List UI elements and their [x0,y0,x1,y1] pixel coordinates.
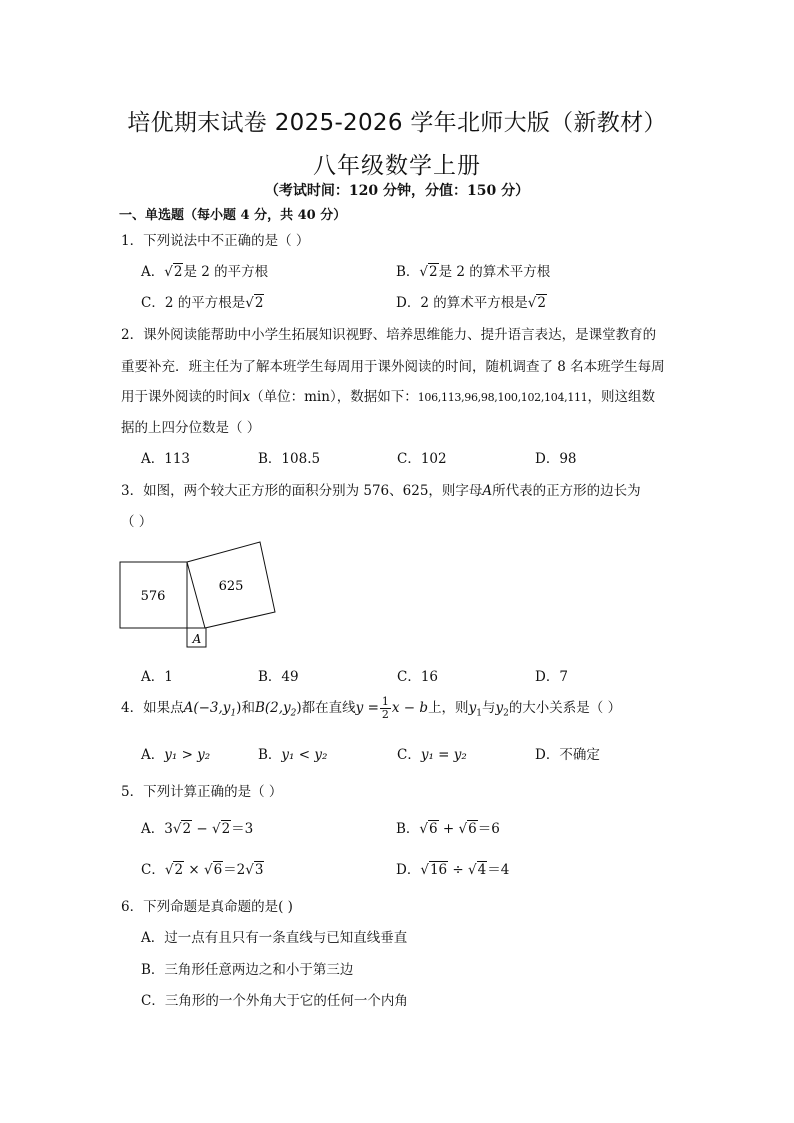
fraction: $\frac{1}{2}$ [381,695,389,721]
q3-option-a: A．1 [141,669,173,685]
q4-option-c: C．y₁ = y₂ [397,747,467,763]
q2-line-3: 用于课外阅读的时间x（单位：min），数据如下：106,113,96,98,100,102,104,111，则这组数 [121,389,655,405]
q2-line-1: 2．课外阅读能帮助中小学生拓展知识视野、培养思维能力、提升语言表达，是课堂教育的 [121,327,657,343]
q5-option-d: D．√16 ÷ √4＝4 [396,862,510,878]
q1-stem: 1．下列说法中不正确的是（ ） [121,233,310,249]
q2-option-b: B．108.5 [258,451,321,467]
left-square-label: 576 [140,589,166,604]
right-square-label: 625 [218,579,244,594]
q3-option-c: C．16 [397,669,439,685]
small-square-label: A [192,632,202,646]
q3-line-2: （ ） [121,514,153,530]
q2-line-4: 据的上四分位数是（ ） [121,420,261,436]
q2-option-c: C．102 [397,451,447,467]
q5-option-b: B．√6 + √6＝6 [396,821,500,837]
q4-option-b: B．y₁ < y₂ [258,747,328,763]
squares-figure [118,538,280,650]
q3-option-b: B．49 [258,669,299,685]
q3-option-d: D．7 [535,669,568,685]
q1-option-a: A．√2是 2 的平方根 [141,264,269,280]
q6-option-c: C．三角形的一个外角大于它的任何一个内角 [141,993,408,1009]
q6-option-a: A．过一点有且只有一条直线与已知直线垂直 [141,930,408,946]
exam-title: 培优期末试卷 2025-2026 学年北师大版（新教材） [127,110,667,136]
q3-line-1: 3．如图，两个较大正方形的面积分别为 576、625，则字母A所代表的正方形的边长为 [121,483,641,499]
q4-stem: 4．如果点$A(-3,y_1)$和$B(2,y_2)$都在直线y = $\frac{1}{2}$ x − b上，则$y_1$与$y_2$的大小关系是（ ） [121,695,622,721]
exam-info: （考试时间：120 分钟，分值：150 分） [264,183,530,199]
q2-option-d: D．98 [535,451,577,467]
q1-option-c: C．2 的平方根是√2 [141,295,264,311]
q2-line-2: 重要补充．班主任为了解本班学生每周用于课外阅读的时间，随机调查了 8 名本班学生每周 [121,359,665,375]
q5-option-a: A．3√2 − √2＝3 [141,821,254,837]
q4-option-d: D．不确定 [535,747,600,763]
q4-option-a: A．y₁ > y₂ [141,747,211,763]
q1-option-b: B．√2是 2 的算术平方根 [396,264,551,280]
q5-stem: 5．下列计算正确的是（ ） [121,784,283,800]
q1-option-d: D．2 的算术平方根是√2 [396,295,546,311]
q6-option-b: B．三角形任意两边之和小于第三边 [141,962,354,978]
q5-option-c: C．√2 × √6＝2√3 [141,862,264,878]
q6-stem: 6．下列命题是真命题的是( ) [121,899,293,915]
exam-subtitle: 八年级数学上册 [313,153,481,179]
section-heading: 一、单选题（每小题 4 分，共 40 分） [119,208,347,223]
q2-option-a: A．113 [141,451,191,467]
